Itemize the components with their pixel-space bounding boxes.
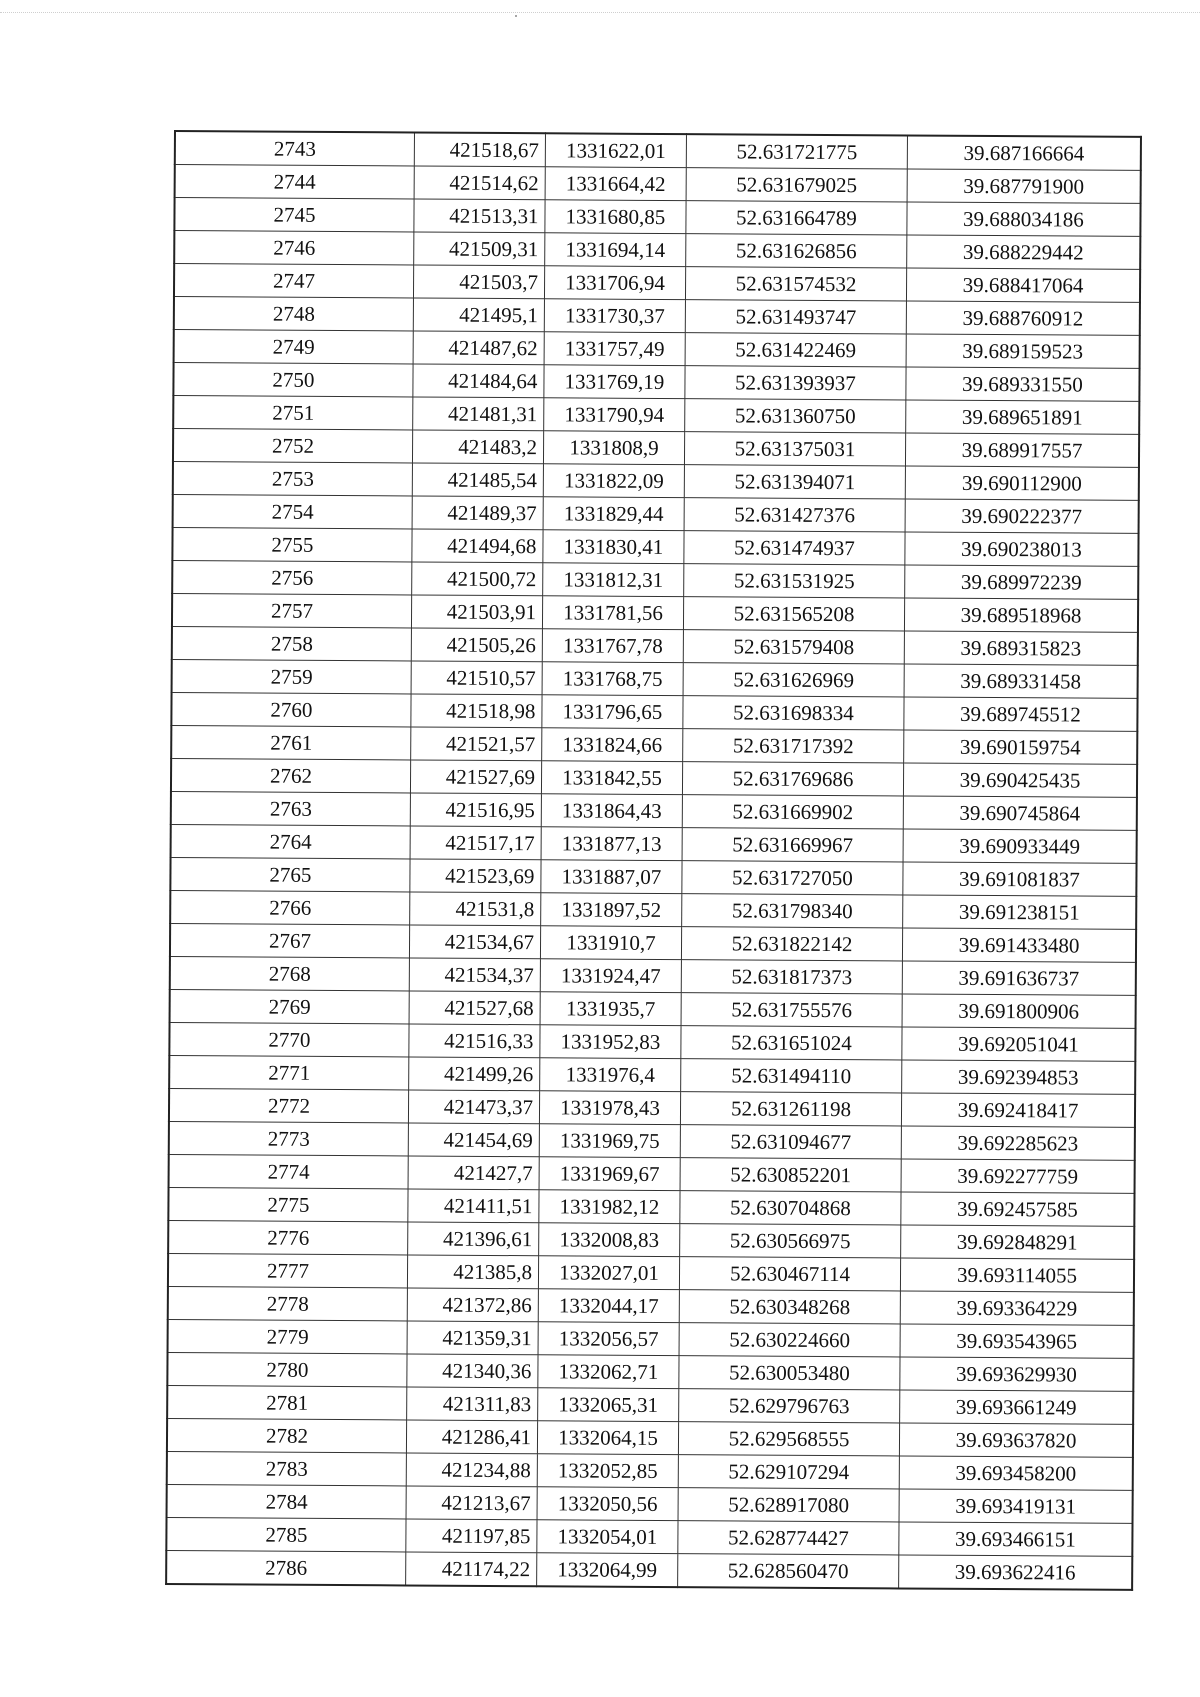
y-coordinate-cell: 1331910,7	[540, 926, 681, 960]
point-number-cell: 2776	[168, 1220, 408, 1254]
y-coordinate-cell: 1331622,01	[545, 133, 686, 167]
y-coordinate-cell: 1331822,09	[543, 464, 684, 498]
point-number-cell: 2745	[174, 198, 414, 232]
point-number-cell: 2786	[166, 1550, 406, 1585]
latitude-cell: 52.631817373	[681, 960, 902, 994]
y-coordinate-cell: 1331767,78	[542, 629, 683, 663]
table-row	[166, 1550, 1132, 1589]
latitude-cell: 52.631822142	[681, 927, 902, 961]
longitude-cell: 39.690745864	[903, 796, 1137, 830]
point-number-cell: 2769	[170, 989, 410, 1023]
x-coordinate-cell: 421311,83	[407, 1387, 538, 1421]
latitude-cell: 52.631755576	[681, 993, 902, 1027]
y-coordinate-cell: 1332052,85	[537, 1454, 678, 1488]
longitude-cell: 39.689331458	[904, 664, 1138, 698]
x-coordinate-cell: 421518,67	[414, 132, 545, 166]
latitude-cell: 52.631679025	[686, 168, 907, 202]
x-coordinate-cell: 421531,8	[410, 892, 541, 926]
y-coordinate-cell: 1332008,83	[539, 1223, 680, 1257]
longitude-cell: 39.692285623	[901, 1126, 1135, 1160]
point-number-cell: 2755	[172, 527, 412, 561]
y-coordinate-cell: 1331952,83	[540, 1025, 681, 1059]
x-coordinate-cell: 421481,31	[413, 397, 544, 431]
point-number-cell: 2751	[173, 396, 413, 430]
point-number-cell: 2775	[168, 1187, 408, 1221]
latitude-cell: 52.630053480	[679, 1356, 900, 1390]
point-number-cell: 2747	[174, 264, 414, 298]
y-coordinate-cell: 1331887,07	[541, 860, 682, 894]
point-number-cell: 2777	[168, 1253, 408, 1287]
x-coordinate-cell: 421500,72	[412, 562, 543, 596]
y-coordinate-cell: 1331969,75	[539, 1124, 680, 1158]
point-number-cell: 2783	[167, 1451, 407, 1485]
scan-top-edge	[0, 12, 1200, 13]
latitude-cell: 52.631531925	[684, 564, 905, 598]
longitude-cell: 39.693543965	[900, 1324, 1134, 1358]
x-coordinate-cell: 421534,37	[409, 958, 540, 992]
y-coordinate-cell: 1331796,65	[542, 695, 683, 729]
longitude-cell: 39.688034186	[907, 202, 1141, 236]
point-number-cell: 2767	[170, 923, 410, 957]
longitude-cell: 39.692051041	[902, 1027, 1136, 1061]
latitude-cell: 52.631669902	[682, 795, 903, 829]
longitude-cell: 39.692277759	[901, 1159, 1135, 1193]
point-number-cell: 2784	[167, 1484, 407, 1518]
point-number-cell: 2785	[166, 1517, 406, 1551]
point-number-cell: 2749	[174, 330, 414, 364]
point-number-cell: 2744	[175, 165, 415, 199]
latitude-cell: 52.631769686	[682, 762, 903, 796]
y-coordinate-cell: 1331757,49	[544, 332, 685, 366]
latitude-cell: 52.631579408	[683, 630, 904, 664]
longitude-cell: 39.689651891	[906, 400, 1140, 434]
x-coordinate-cell: 421427,7	[408, 1156, 539, 1190]
y-coordinate-cell: 1331877,13	[541, 827, 682, 861]
longitude-cell: 39.691636737	[902, 961, 1136, 995]
y-coordinate-cell: 1332064,99	[537, 1553, 678, 1587]
longitude-cell: 39.690159754	[904, 730, 1138, 764]
y-coordinate-cell: 1332064,15	[537, 1421, 678, 1455]
latitude-cell: 52.631375031	[684, 432, 905, 466]
coordinates-table-body	[166, 131, 1141, 1590]
point-number-cell: 2764	[171, 824, 411, 858]
latitude-cell: 52.631727050	[682, 861, 903, 895]
x-coordinate-cell: 421534,67	[409, 925, 540, 959]
latitude-cell: 52.631565208	[683, 597, 904, 631]
y-coordinate-cell: 1332062,71	[538, 1355, 679, 1389]
point-number-cell: 2779	[168, 1319, 408, 1353]
point-number-cell: 2770	[169, 1022, 409, 1056]
point-number-cell: 2761	[171, 725, 411, 759]
latitude-cell: 52.630348268	[679, 1290, 900, 1324]
point-number-cell: 2754	[173, 494, 413, 528]
point-number-cell: 2757	[172, 593, 412, 627]
x-coordinate-cell: 421411,51	[408, 1189, 539, 1223]
x-coordinate-cell: 421359,31	[407, 1321, 538, 1355]
y-coordinate-cell: 1331969,67	[539, 1157, 680, 1191]
latitude-cell: 52.631798340	[682, 894, 903, 928]
longitude-cell: 39.687791900	[907, 169, 1141, 203]
latitude-cell: 52.631698334	[683, 696, 904, 730]
latitude-cell: 52.631626969	[683, 663, 904, 697]
x-coordinate-cell: 421385,8	[407, 1255, 538, 1289]
y-coordinate-cell: 1331935,7	[540, 992, 681, 1026]
latitude-cell: 52.631393937	[685, 366, 906, 400]
x-coordinate-cell: 421197,85	[406, 1519, 537, 1553]
longitude-cell: 39.691081837	[903, 862, 1137, 896]
x-coordinate-cell: 421454,69	[408, 1123, 539, 1157]
point-number-cell: 2759	[172, 659, 412, 693]
y-coordinate-cell: 1331706,94	[544, 266, 685, 300]
point-number-cell: 2782	[167, 1418, 407, 1452]
x-coordinate-cell: 421489,37	[412, 496, 543, 530]
coordinates-table	[165, 130, 1142, 1591]
x-coordinate-cell: 421473,37	[408, 1090, 539, 1124]
latitude-cell: 52.630704868	[680, 1191, 901, 1225]
point-number-cell: 2743	[175, 131, 415, 166]
y-coordinate-cell: 1331982,12	[539, 1190, 680, 1224]
coordinates-table-wrapper	[165, 130, 1085, 1590]
x-coordinate-cell: 421518,98	[411, 694, 542, 728]
longitude-cell: 39.687166664	[907, 135, 1141, 170]
longitude-cell: 39.693419131	[899, 1489, 1133, 1523]
point-number-cell: 2762	[171, 758, 411, 792]
x-coordinate-cell: 421505,26	[411, 628, 542, 662]
y-coordinate-cell: 1331781,56	[542, 596, 683, 630]
point-number-cell: 2771	[169, 1055, 409, 1089]
y-coordinate-cell: 1331829,44	[543, 497, 684, 531]
x-coordinate-cell: 421174,22	[406, 1552, 537, 1586]
point-number-cell: 2774	[169, 1154, 409, 1188]
longitude-cell: 39.689745512	[904, 697, 1138, 731]
latitude-cell: 52.631574532	[685, 267, 906, 301]
point-number-cell: 2778	[168, 1286, 408, 1320]
latitude-cell: 52.631721775	[686, 134, 907, 169]
point-number-cell: 2746	[174, 231, 414, 265]
y-coordinate-cell: 1331769,19	[544, 365, 685, 399]
longitude-cell: 39.693622416	[899, 1555, 1133, 1590]
x-coordinate-cell: 421396,61	[408, 1222, 539, 1256]
x-coordinate-cell: 421516,33	[409, 1024, 540, 1058]
y-coordinate-cell: 1331978,43	[539, 1091, 680, 1125]
latitude-cell: 52.631422469	[685, 333, 906, 367]
longitude-cell: 39.689159523	[906, 334, 1140, 368]
y-coordinate-cell: 1331808,9	[543, 431, 684, 465]
x-coordinate-cell: 421513,31	[414, 199, 545, 233]
latitude-cell: 52.631094677	[680, 1125, 901, 1159]
latitude-cell: 52.631261198	[680, 1092, 901, 1126]
longitude-cell: 39.688229442	[907, 235, 1141, 269]
longitude-cell: 39.692457585	[901, 1192, 1135, 1226]
y-coordinate-cell: 1331897,52	[541, 893, 682, 927]
longitude-cell: 39.689331550	[906, 367, 1140, 401]
latitude-cell: 52.629796763	[679, 1389, 900, 1423]
y-coordinate-cell: 1331976,4	[540, 1058, 681, 1092]
y-coordinate-cell: 1331694,14	[545, 233, 686, 267]
latitude-cell: 52.631493747	[685, 300, 906, 334]
x-coordinate-cell: 421483,2	[412, 430, 543, 464]
x-coordinate-cell: 421494,68	[412, 529, 543, 563]
longitude-cell: 39.691433480	[902, 928, 1136, 962]
y-coordinate-cell: 1331664,42	[545, 167, 686, 201]
latitude-cell: 52.631427376	[684, 498, 905, 532]
point-number-cell: 2780	[167, 1352, 407, 1386]
longitude-cell: 39.690933449	[903, 829, 1137, 863]
latitude-cell: 52.631717392	[683, 729, 904, 763]
latitude-cell: 52.631626856	[686, 234, 907, 268]
x-coordinate-cell: 421503,91	[411, 595, 542, 629]
x-coordinate-cell: 421495,1	[413, 298, 544, 332]
latitude-cell: 52.631494110	[681, 1059, 902, 1093]
longitude-cell: 39.689972239	[905, 565, 1139, 599]
x-coordinate-cell: 421499,26	[409, 1057, 540, 1091]
latitude-cell: 52.630467114	[679, 1257, 900, 1291]
x-coordinate-cell: 421527,68	[409, 991, 540, 1025]
longitude-cell: 39.693114055	[900, 1258, 1134, 1292]
longitude-cell: 39.693637820	[899, 1423, 1133, 1457]
x-coordinate-cell: 421517,17	[410, 826, 541, 860]
y-coordinate-cell: 1331812,31	[543, 563, 684, 597]
longitude-cell: 39.688417064	[906, 268, 1140, 302]
y-coordinate-cell: 1331842,55	[541, 761, 682, 795]
y-coordinate-cell: 1332054,01	[537, 1520, 678, 1554]
x-coordinate-cell: 421516,95	[410, 793, 541, 827]
x-coordinate-cell: 421521,57	[411, 727, 542, 761]
y-coordinate-cell: 1331830,41	[543, 530, 684, 564]
latitude-cell: 52.629107294	[678, 1455, 899, 1489]
point-number-cell: 2760	[171, 692, 411, 726]
x-coordinate-cell: 421527,69	[410, 760, 541, 794]
longitude-cell: 39.693458200	[899, 1456, 1133, 1490]
latitude-cell: 52.630224660	[679, 1323, 900, 1357]
latitude-cell: 52.631651024	[681, 1026, 902, 1060]
longitude-cell: 39.691238151	[903, 895, 1137, 929]
x-coordinate-cell: 421213,67	[406, 1486, 537, 1520]
scan-speck	[515, 15, 517, 17]
x-coordinate-cell: 421234,88	[406, 1453, 537, 1487]
latitude-cell: 52.631394071	[684, 465, 905, 499]
longitude-cell: 39.688760912	[906, 301, 1140, 335]
longitude-cell: 39.690112900	[905, 466, 1139, 500]
x-coordinate-cell: 421503,7	[413, 265, 544, 299]
longitude-cell: 39.689518968	[904, 598, 1138, 632]
longitude-cell: 39.692394853	[902, 1060, 1136, 1094]
point-number-cell: 2773	[169, 1121, 409, 1155]
y-coordinate-cell: 1331768,75	[542, 662, 683, 696]
y-coordinate-cell: 1331790,94	[544, 398, 685, 432]
longitude-cell: 39.689315823	[904, 631, 1138, 665]
longitude-cell: 39.691800906	[902, 994, 1136, 1028]
latitude-cell: 52.630852201	[680, 1158, 901, 1192]
longitude-cell: 39.689917557	[905, 433, 1139, 467]
longitude-cell: 39.690238013	[905, 532, 1139, 566]
point-number-cell: 2750	[173, 363, 413, 397]
latitude-cell: 52.630566975	[680, 1224, 901, 1258]
x-coordinate-cell: 421510,57	[411, 661, 542, 695]
x-coordinate-cell: 421485,54	[412, 463, 543, 497]
point-number-cell: 2748	[174, 297, 414, 331]
point-number-cell: 2752	[173, 429, 413, 463]
x-coordinate-cell: 421514,62	[414, 166, 545, 200]
y-coordinate-cell: 1331924,47	[540, 959, 681, 993]
y-coordinate-cell: 1332044,17	[538, 1289, 679, 1323]
point-number-cell: 2765	[170, 857, 410, 891]
y-coordinate-cell: 1332027,01	[538, 1256, 679, 1290]
x-coordinate-cell: 421372,86	[407, 1288, 538, 1322]
y-coordinate-cell: 1331730,37	[544, 299, 685, 333]
longitude-cell: 39.693466151	[899, 1522, 1133, 1556]
longitude-cell: 39.690222377	[905, 499, 1139, 533]
latitude-cell: 52.631664789	[686, 201, 907, 235]
x-coordinate-cell: 421340,36	[407, 1354, 538, 1388]
longitude-cell: 39.693661249	[900, 1390, 1134, 1424]
latitude-cell: 52.631474937	[684, 531, 905, 565]
latitude-cell: 52.628774427	[678, 1521, 899, 1555]
x-coordinate-cell: 421509,31	[414, 232, 545, 266]
latitude-cell: 52.629568555	[678, 1422, 899, 1456]
longitude-cell: 39.690425435	[903, 763, 1137, 797]
point-number-cell: 2758	[172, 626, 412, 660]
latitude-cell: 52.628917080	[678, 1488, 899, 1522]
longitude-cell: 39.692418417	[901, 1093, 1135, 1127]
y-coordinate-cell: 1332056,57	[538, 1322, 679, 1356]
latitude-cell: 52.631669967	[682, 828, 903, 862]
point-number-cell: 2768	[170, 956, 410, 990]
point-number-cell: 2763	[171, 791, 411, 825]
y-coordinate-cell: 1331864,43	[541, 794, 682, 828]
latitude-cell: 52.628560470	[678, 1554, 899, 1589]
x-coordinate-cell: 421487,62	[413, 331, 544, 365]
y-coordinate-cell: 1332050,56	[537, 1487, 678, 1521]
point-number-cell: 2781	[167, 1385, 407, 1419]
longitude-cell: 39.693629930	[900, 1357, 1134, 1391]
point-number-cell: 2753	[173, 461, 413, 495]
x-coordinate-cell: 421523,69	[410, 859, 541, 893]
x-coordinate-cell: 421286,41	[406, 1420, 537, 1454]
point-number-cell: 2772	[169, 1088, 409, 1122]
y-coordinate-cell: 1331824,66	[542, 728, 683, 762]
latitude-cell: 52.631360750	[685, 399, 906, 433]
y-coordinate-cell: 1331680,85	[545, 200, 686, 234]
x-coordinate-cell: 421484,64	[413, 364, 544, 398]
longitude-cell: 39.693364229	[900, 1291, 1134, 1325]
longitude-cell: 39.692848291	[901, 1225, 1135, 1259]
point-number-cell: 2766	[170, 890, 410, 924]
y-coordinate-cell: 1332065,31	[538, 1388, 679, 1422]
point-number-cell: 2756	[172, 560, 412, 594]
